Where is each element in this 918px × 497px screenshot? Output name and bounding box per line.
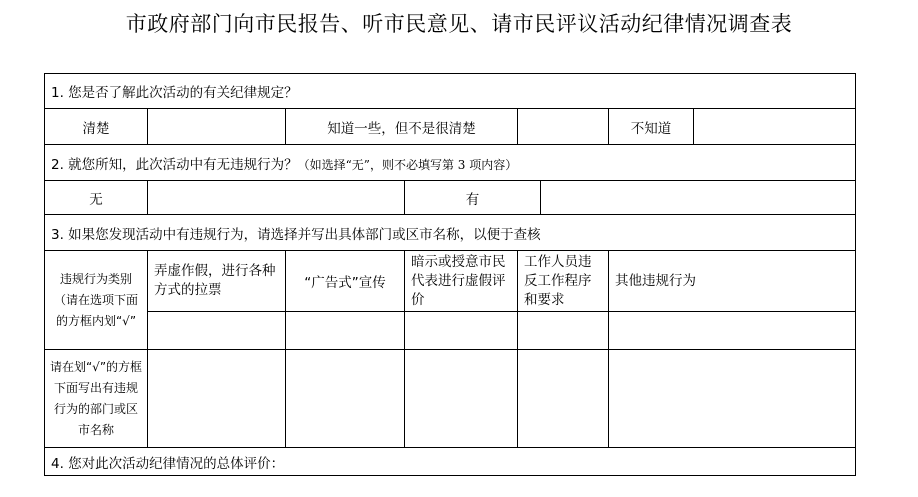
q1-option-label: 不知道 [609,109,694,145]
q3-dept-box[interactable] [518,350,609,448]
q1-option-box[interactable] [518,109,609,145]
q3-category: 其他违规行为 [609,251,856,312]
q4-header-row [45,448,856,476]
q1-question: 1. 您是否了解此次活动的有关纪律规定？ [45,74,856,109]
q3-check-box[interactable] [405,312,518,350]
q2-question: 2. 就您所知，此次活动中有无违规行为？ [51,156,298,173]
q3-category-label: 违规行为类别（请在选项下面的方框内划“√” [45,251,148,350]
q1-option-label: 清楚 [45,109,148,145]
survey-table [44,73,856,476]
q1-option-box[interactable] [694,109,856,145]
q2-option-box[interactable] [148,181,405,215]
q3-dept-box[interactable] [286,350,405,448]
q1-option-box[interactable] [148,109,286,145]
q3-category: 暗示或授意市民代表进行虚假评价 [405,251,518,312]
q1-header-row [45,74,856,109]
q3-dept-row [45,350,856,448]
q3-dept-box[interactable] [609,350,856,448]
q3-category: 弄虚作假，进行各种方式的拉票 [148,251,286,312]
q3-dept-label: 请在划“√”的方框下面写出有违规行为的部门或区市名称 [45,350,148,448]
q3-dept-box[interactable] [405,350,518,448]
q3-category: “广告式”宣传 [286,251,405,312]
q1-options-row [45,109,856,145]
q3-checkbox-row [45,312,856,350]
q4-question[interactable]: 4. 您对此次活动纪律情况的总体评价： [45,448,856,476]
q3-categories-row [45,251,856,312]
q2-header-row [45,145,856,181]
q2-option-label: 有 [405,181,541,215]
page-title: 市政府部门向市民报告、听市民意见、请市民评议活动纪律情况调查表 [125,12,793,36]
q3-check-box[interactable] [518,312,609,350]
q3-question: 3. 如果您发现活动中有违规行为，请选择并写出具体部门或区市名称，以便于查核 [45,215,856,251]
q2-option-label: 无 [45,181,148,215]
q1-option-label: 知道一些，但不是很清楚 [286,109,518,145]
q2-options-row [45,181,856,215]
q3-check-box[interactable] [609,312,856,350]
q2-question-cell [45,145,856,181]
q3-dept-box[interactable] [148,350,286,448]
q3-check-box[interactable] [148,312,286,350]
q2-option-box[interactable] [541,181,856,215]
q2-hint: （如选择“无”，则不必填写第 3 项内容） [297,157,518,172]
q3-check-box[interactable] [286,312,405,350]
q3-category: 工作人员违反工作程序和要求 [518,251,609,312]
q3-header-row [45,215,856,251]
